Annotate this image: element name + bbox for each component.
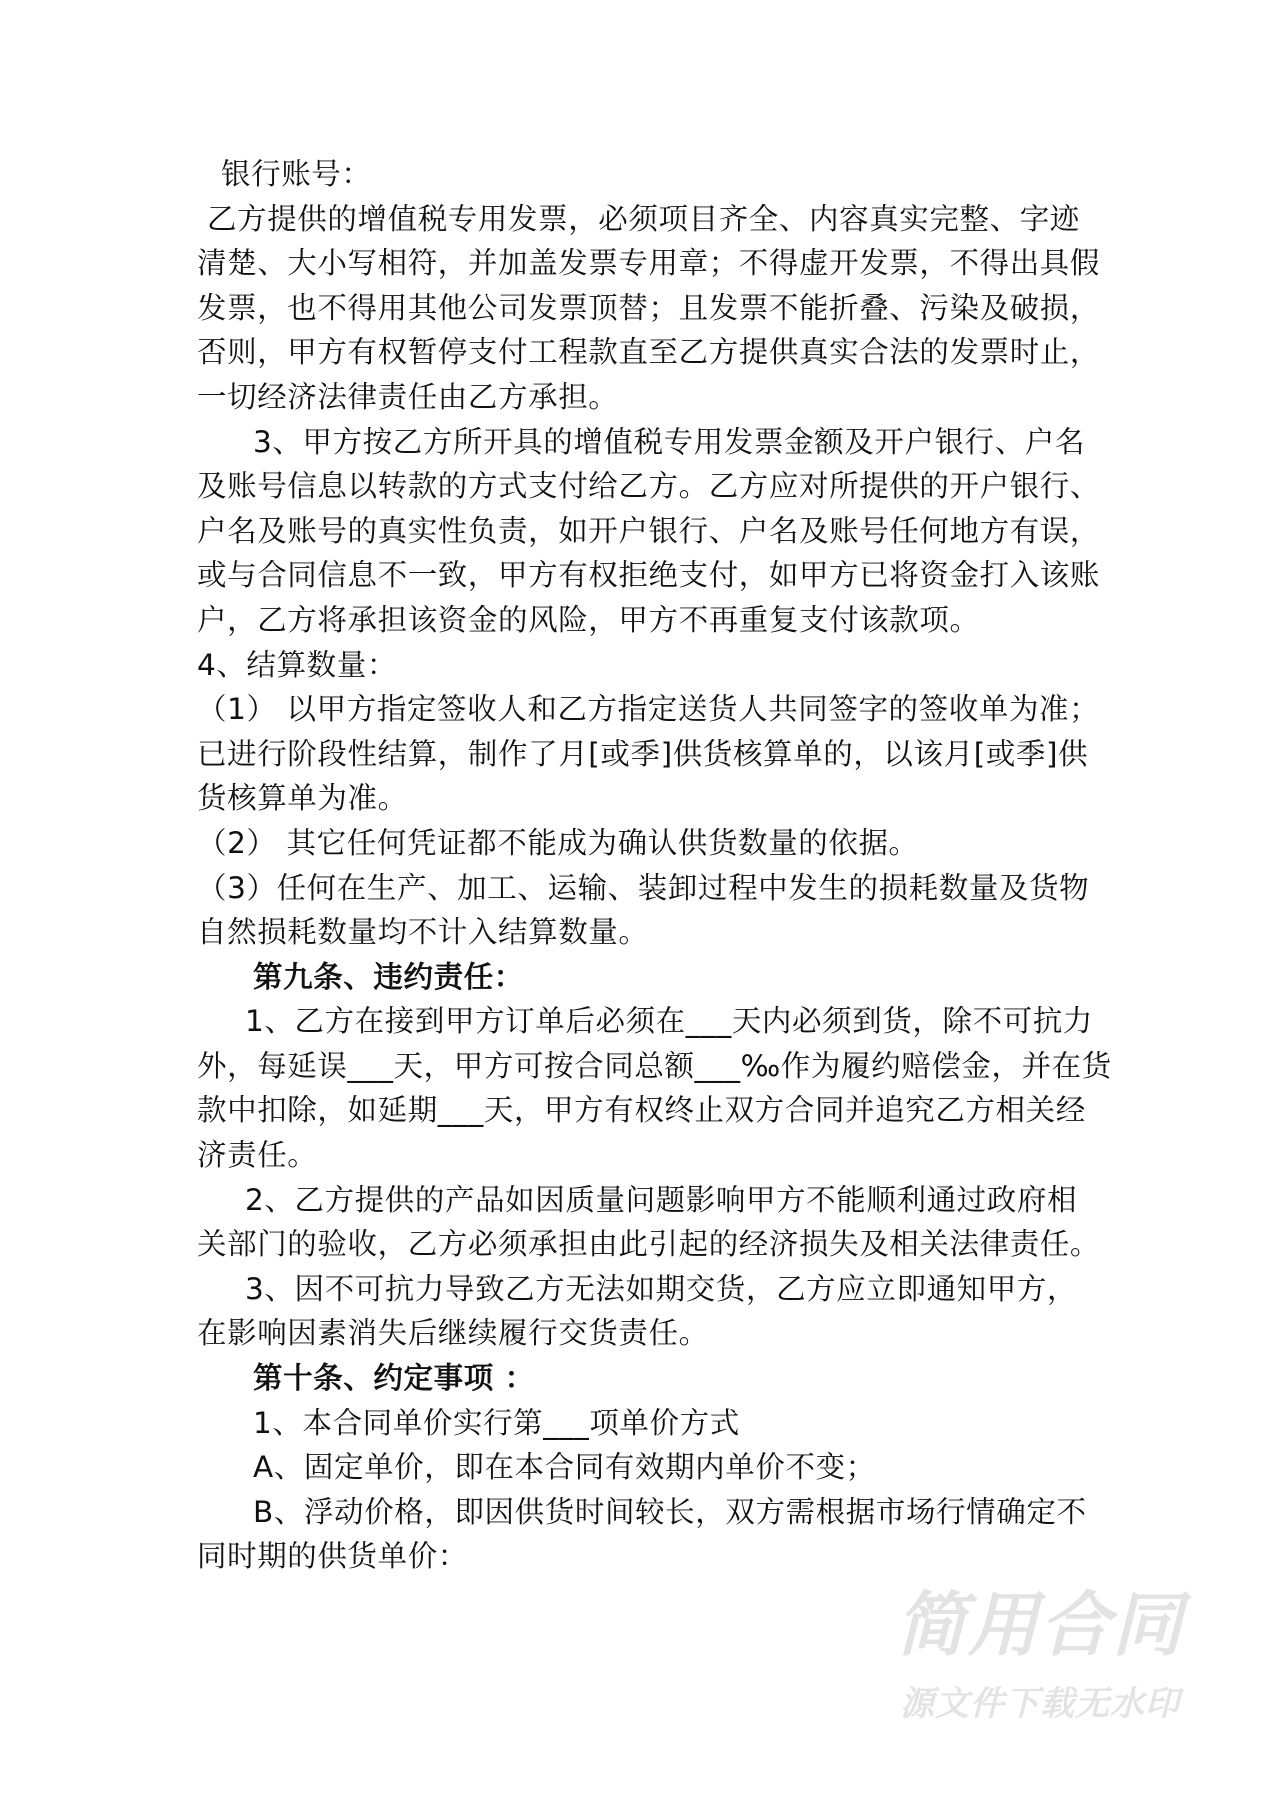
text-line: 2、乙方提供的产品如因质量问题影响甲方不能顺利通过政府相 [245, 1182, 1078, 1217]
text-line: 1、本合同单价实行第___项单价方式 [253, 1405, 740, 1440]
text-line: 关部门的验收，乙方必须承担由此引起的经济损失及相关法律责任。 [197, 1227, 1101, 1262]
text-line: 济责任。 [197, 1138, 318, 1173]
text-line: 货核算单为准。 [197, 781, 408, 816]
watermark-subtitle: 源文件下载无水印 [900, 1684, 1180, 1724]
document-body [197, 152, 1112, 1579]
text-line: 3、因不可抗力导致乙方无法如期交货，乙方应立即通知甲方， [245, 1271, 1078, 1306]
text-line: 户，乙方将承担该资金的风险，甲方不再重复支付该款项。 [197, 602, 980, 637]
section-heading: 第九条、违约责任： [253, 959, 524, 994]
text-line: B、浮动价格，即因供货时间较长，双方需根据市场行情确定不 [253, 1494, 1087, 1529]
text-line: 3、甲方按乙方所开具的增值税专用发票金额及开户银行、户名 [253, 424, 1086, 459]
text-line: 款中扣除，如延期___天，甲方有权终止双方合同并追究乙方相关经 [197, 1093, 1086, 1128]
text-line: 发票，也不得用其他公司发票顶替；且发票不能折叠、污染及破损， [197, 290, 1101, 325]
text-line: A、固定单价，即在本合同有效期内单价不变； [253, 1450, 876, 1485]
watermark [890, 1585, 1190, 1729]
text-line: 自然损耗数量均不计入结算数量。 [197, 915, 649, 950]
text-line: （1） 以甲方指定签收人和乙方指定送货人共同签字的签收单为准； [197, 692, 1100, 727]
text-line: 银行账号： [221, 157, 372, 191]
text-line: 或与合同信息不一致，甲方有权拒绝支付，如甲方已将资金打入该账 [197, 558, 1101, 593]
text-line: （2） 其它任何凭证都不能成为确认供货数量的依据。 [197, 825, 919, 860]
text-line: 1、乙方在接到甲方订单后必须在___天内必须到货，除不可抗力 [245, 1004, 1094, 1039]
text-line: 乙方提供的增值税专用发票，必须项目齐全、内容真实完整、字迹 [207, 201, 1080, 236]
text-line: （3）任何在生产、加工、运输、装卸过程中发生的损耗数量及货物 [197, 870, 1090, 905]
watermark-title: 简用合同 [896, 1584, 1184, 1666]
text-line: 4、结算数量： [197, 647, 397, 682]
text-line: 清楚、大小写相符，并加盖发票专用章；不得虚开发票，不得出具假 [197, 246, 1101, 281]
section-heading: 第十条、约定事项 ： [253, 1361, 535, 1396]
text-line: 及账号信息以转款的方式支付给乙方。乙方应对所提供的开户银行、 [197, 469, 1101, 504]
text-line: 已进行阶段性结算，制作了月[或季]供货核算单的，以该月[或季]供 [197, 736, 1089, 771]
text-line: 一切经济法律责任由乙方承担。 [197, 379, 619, 414]
text-line: 户名及账号的真实性负责，如开户银行、户名及账号任何地方有误， [197, 513, 1101, 548]
text-line: 否则，甲方有权暂停支付工程款直至乙方提供真实合法的发票时止， [197, 335, 1101, 370]
text-line: 外，每延误___天，甲方可按合同总额___‰作为履约赔偿金，并在货 [197, 1048, 1112, 1083]
text-line: 同时期的供货单价： [197, 1539, 468, 1574]
text-line: 在影响因素消失后继续履行交货责任。 [197, 1316, 709, 1351]
